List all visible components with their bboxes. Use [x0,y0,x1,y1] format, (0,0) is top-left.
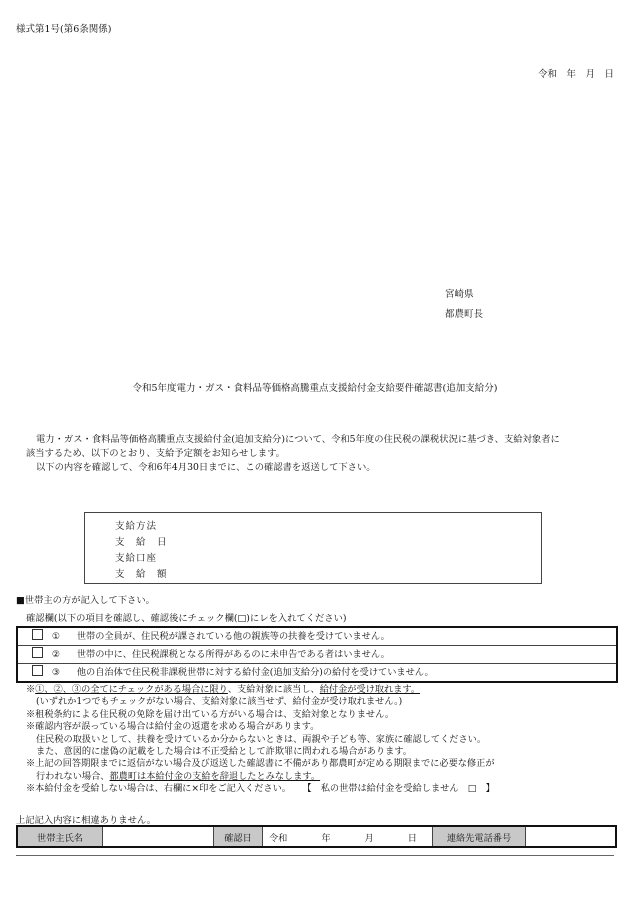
check-item-text: 世帯の全員が、住民税が課されている他の親族等の扶養を受けていません。 [76,631,390,642]
signature-table [16,825,617,848]
item-number: ① [51,631,61,642]
confirmation-text: 上記記入内容に相違ありません。 [16,815,157,826]
householder-name-label: 世帯主氏名 [18,827,103,846]
checkbox[interactable] [32,665,43,676]
notes [26,684,495,796]
check-item-text: 他の自治体で住民税非課税世帯に対する給付金(追加支給分)の給付を受けていません。 [76,667,434,678]
item-number: ③ [51,667,61,678]
issuer-prefecture: 宮崎県 [445,289,474,300]
intro-line: 以下の内容を確認して、令和6年4月30日までに、この確認書を返送して下さい。 [36,462,376,473]
document-title: 令和5年度電力・ガス・食料品等価格高騰重点支援給付金支給要件確認書(追加支給分) [132,383,498,394]
note-text: 行われない場合、 [36,770,110,782]
intro-line: 該当するため、以下のとおり、支給予定額をお知らせします。 [26,448,285,459]
note-2: (いずれか1つでもチェックがない場合、支給対象に該当せず、給付金が受け取れません。) [36,696,403,708]
item-number: ② [51,649,61,660]
payment-date-label: 支 給 日 [115,537,168,548]
note-emphasis: 都農町は本給付金の支給を辞退したとみなします。 [109,770,321,782]
date-month: 月 [364,832,374,844]
phone-field[interactable] [526,827,615,846]
form-number: 様式第1号(第6条関係) [16,24,112,35]
payment-account-label: 支給口座 [115,553,158,564]
bottom-divider [16,855,614,856]
payment-amount-label: 支 給 額 [115,569,168,580]
note-8 [26,771,495,783]
intro-line: 電力・ガス・食料品等価格高騰重点支援給付金(追加支給分)について、令和5年度の住民税の課税状況に基づき、支給対象者に [36,434,560,445]
note-emphasis: ①、②、③の全てにチェックがある場合に限り [35,684,228,695]
note-text: ※本給付金を受給しない場合は、右欄に×印をご記入ください。 [26,783,291,795]
note-4: ※確認内容が誤っている場合は給付金の返還を求める場合があります。 [26,721,320,733]
issuer-town: 都農町長 [445,309,484,320]
checkbox[interactable] [32,629,43,640]
householder-name-field[interactable] [103,827,214,846]
confirm-date-label: 確認日 [214,827,263,846]
payment-method-label: 支給方法 [115,521,158,532]
note-9 [26,783,495,795]
date-era: 令和 [269,832,288,844]
note-3: ※租税条約による住民税の免除を届け出ている方がいる場合は、支給対象となりません。 [26,708,395,720]
check-table [16,626,618,683]
decline-option[interactable]: 【 私の世帯は給付金を受給しません □ 】 [306,783,495,795]
issue-date: 令和 年 月 日 [537,69,614,80]
intro-text [26,433,616,475]
section-heading: ■世帯主の方が記入して下さい。 [16,595,155,606]
note-emphasis: 給付金が受け取れます。 [319,684,421,695]
check-row-1 [18,628,616,646]
check-row-3 [18,664,616,681]
date-year: 年 [321,832,331,844]
note-5: 住民税の取扱いとして、扶養を受けているか分からないときは、両親や子ども等、家族に確認してください。 [36,733,487,745]
check-item-text: 世帯の中に、住民税課税となる所得があるのに未申告である者はいません。 [76,649,390,660]
note-6: また、意図的に虚偽の記載をした場合は不正受給として詐欺罪に問われる場合があります。 [36,746,412,758]
note-7: ※上記の回答期限までに返信がない場合及び返送した確認書に不備があり都農町が定める期限までに必要な修正が [26,758,495,770]
note-1 [26,684,495,696]
note-text: 、支給対象に該当し、 [227,684,320,695]
date-day: 日 [407,832,417,844]
check-row-2 [18,646,616,664]
check-instruction: 確認欄(以下の項目を確認し、確認後にチェック欄(□)にレを入れてください) [26,613,347,624]
confirm-date-field[interactable] [263,827,433,846]
checkbox[interactable] [32,647,43,658]
payment-info-box [84,512,542,584]
note-mark: ※ [26,684,36,695]
phone-label: 連絡先電話番号 [433,827,526,846]
